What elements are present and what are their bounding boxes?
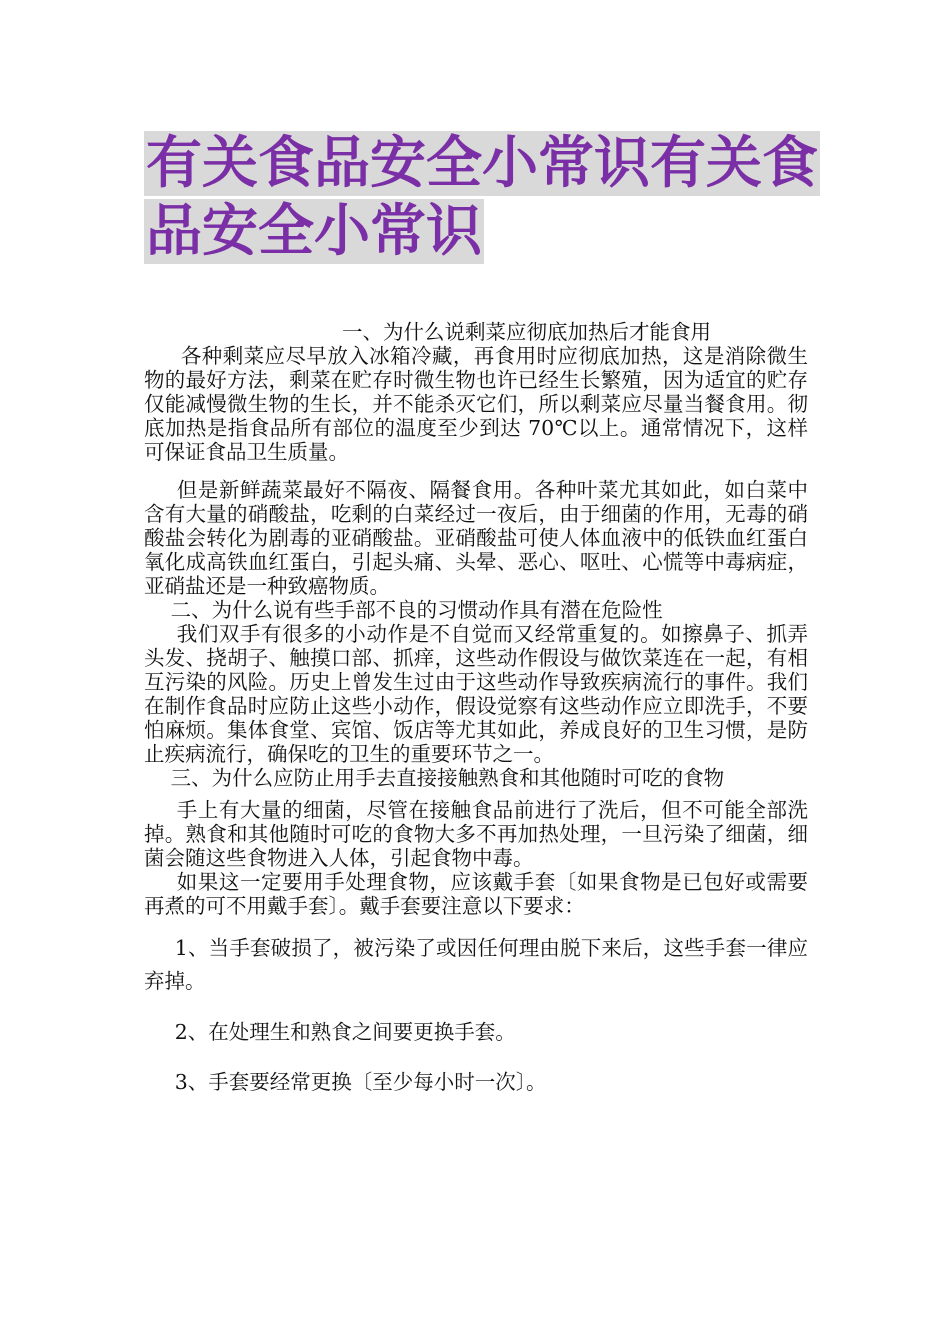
section-2-paragraph-1: 我们双手有很多的小动作是不自觉而又经常重复的。如擦鼻子、抓弄头发、挠胡子、触摸口部、抓痒，这些动作假设与做饮菜连在一起，有相互污染的风险。历史上曾发生过由于这些动作导致疾病流行的事件。我们在制作食品时应防止这些小动作，假设觉察有这些动作应立即洗手，不要怕麻烦。集体食堂、宾馆、饭店等尤其如此，养成良好的卫生习惯，是防止疾病流行，确保吃的卫生的重要环节之一。 xyxy=(144,622,808,766)
section-3-paragraph-1: 手上有大量的细菌，尽管在接触食品前进行了洗后，但不可能全部洗掉。熟食和其他随时可吃的食物大多不再加热处理，一旦污染了细菌，细菌会随这些食物进入人体，引起食物中毒。 xyxy=(144,798,808,870)
document-body xyxy=(144,320,808,1094)
section-1-heading: 一、为什么说剩菜应彻底加热后才能食用 xyxy=(342,320,711,344)
section-3-paragraph-2: 如果这一定要用手处理食物，应该戴手套〔如果食物是已包好或需要再煮的可不用戴手套〕。戴手套要注意以下要求： xyxy=(144,870,808,918)
section-3-heading: 三、为什么应防止用手去直接接触熟食和其他随时可吃的食物 xyxy=(170,766,725,790)
section-1-paragraph-2: 但是新鲜蔬菜最好不隔夜、隔餐食用。各种叶菜尤其如此，如白菜中含有大量的硝酸盐，吃剩的白菜经过一夜后，由于细菌的作用，无毒的硝酸盐会转化为剧毒的亚硝酸盐。亚硝酸盐可使人体血液中的低铁血红蛋白氧化成高铁血红蛋白，引起头痛、头晕、恶心、呕吐、心慌等中毒病症，亚硝盐还是一种致癌物质。 xyxy=(144,478,808,598)
glove-rule-3: 3、手套要经常更换〔至少每小时一次〕。 xyxy=(174,1070,547,1094)
section-2-heading: 二、为什么说有些手部不良的习惯动作具有潜在危险性 xyxy=(170,598,663,622)
section-1-paragraph-1: 各种剩菜应尽早放入冰箱冷藏，再食用时应彻底加热，这是消除微生物的最好方法，剩菜在贮存时微生物也许已经生长繁殖，因为适宜的贮存仅能减慢微生物的生长，并不能杀灭它们，所以剩菜应尽量当餐食用。彻底加热是指食品所有部位的温度至少到达 70℃以上。通常情况下，这样可保证食品卫生质量。 xyxy=(144,344,808,464)
glove-rule-2: 2、在处理生和熟食之间要更换手套。 xyxy=(174,1020,516,1044)
document-title-text: 有关食品安全小常识有关食品安全小常识 xyxy=(146,131,818,264)
document-title xyxy=(144,130,824,266)
glove-rule-1: 1、当手套破损了，被污染了或因任何理由脱下来后，这些手套一律应弃掉。 xyxy=(144,936,808,993)
